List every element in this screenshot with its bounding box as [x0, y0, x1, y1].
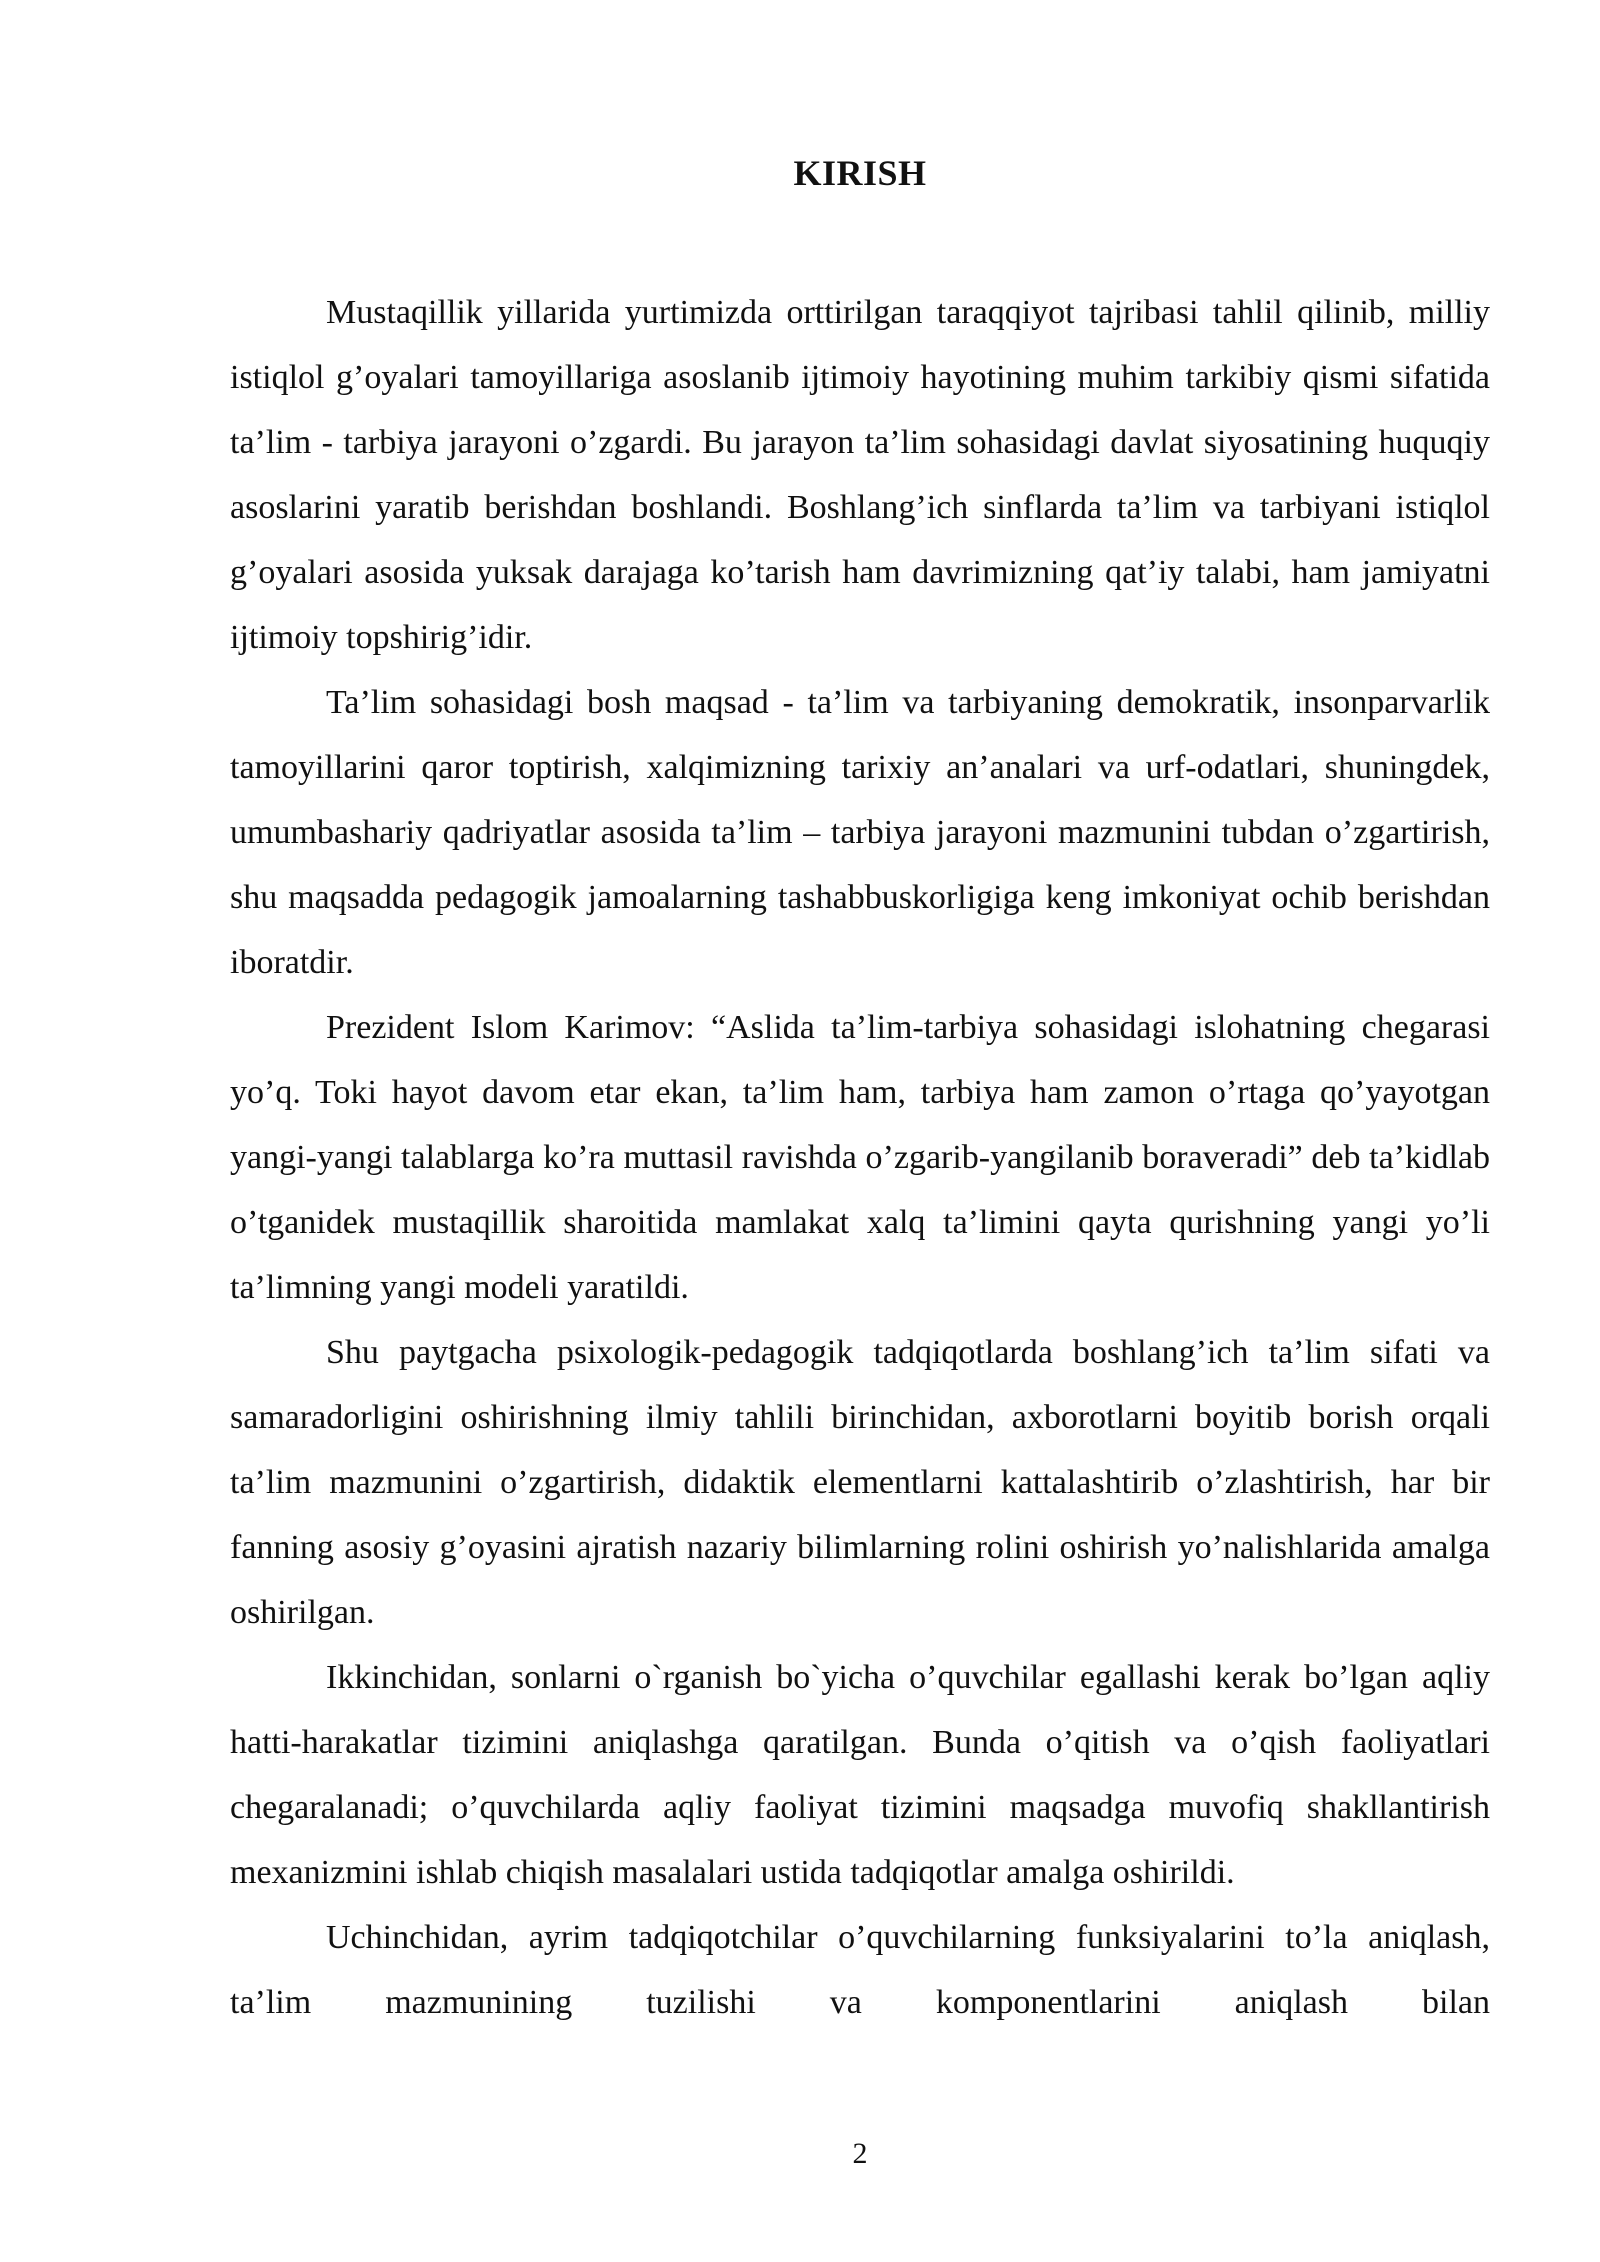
paragraph-5: Ikkinchidan, sonlarni o`rganish bo`yicha o’quvchilar egallashi kerak bo’lgan aqliy hatti-harakatlar tizimini aniqlashga qaratilgan. Bunda o’qitish va o’qish faoliyatlari chegaralanadi; o’quvchilarda aqliy faoliyat tizimini maqsadga muvofiq shakllantirish mexanizmini ishlab chiqish masalalari ustida tadqiqotlar amalga oshirildi.	[230, 1659, 1490, 1891]
paragraph-2: Ta’lim sohasidagi bosh maqsad - ta’lim va tarbiyaning demokratik, insonparvarlik tamoyillarini qaror toptirish, xalqimizning tarixiy an’analari va urf-odatlari, shuningdek, umumbashariy qadriyatlar asosida ta’lim – tarbiya jarayoni mazmunini tubdan o’zgartirish, shu maqsadda pedagogik jamoalarning tashabbuskorligiga keng imkoniyat ochib berishdan iboratdir.	[230, 684, 1490, 981]
page-number: 2	[852, 2137, 868, 2170]
page-title: KIRISH	[793, 153, 927, 193]
body-text	[230, 280, 1490, 2035]
paragraph-6: Uchinchidan, ayrim tadqiqotchilar o’quvchilarning funksiyalarini to’la aniqlash, ta’lim mazmunining tuzilishi va komponentlarini aniqlash bilan	[230, 1919, 1490, 2021]
paragraph-4: Shu paytgacha psixologik-pedagogik tadqiqotlarda boshlang’ich ta’lim sifati va samaradorligini oshirishning ilmiy tahlili birinchidan, axborotlarni boyitib borish orqali ta’lim mazmunini o’zgartirish, didaktik elementlarni kattalashtirib o’zlashtirish, har bir fanning asosiy g’oyasini ajratish nazariy bilimlarning rolini oshirish yo’nalishlarida amalga oshirilgan.	[230, 1334, 1490, 1631]
paragraph-1: Mustaqillik yillarida yurtimizda orttirilgan taraqqiyot tajribasi tahlil qilinib, milliy istiqlol g’oyalari tamoyillariga asoslanib ijtimoiy hayotining muhim tarkibiy qismi sifatida ta’lim - tarbiya jarayoni o’zgardi. Bu jarayon ta’lim sohasidagi davlat siyosatining huquqiy asoslarini yaratib berishdan boshlandi. Boshlang’ich sinflarda ta’lim va tarbiyani istiqlol g’oyalari asosida yuksak darajaga ko’tarish ham davrimizning qat’iy talabi, ham jamiyatni ijtimoiy topshirig’idir.	[230, 294, 1490, 656]
paragraph-3: Prezident Islom Karimov: “Aslida ta’lim-tarbiya sohasidagi islohatning chegarasi yo’q. Toki hayot davom etar ekan, ta’lim ham, tarbiya ham zamon o’rtaga qo’yayotgan yangi-yangi talablarga ko’ra muttasil ravishda o’zgarib-yangilanib boraveradi” deb ta’kidlab o’tganidek mustaqillik sharoitida mamlakat xalq ta’limini qayta qurishning yangi yo’li ta’limning yangi modeli yaratildi.	[230, 1009, 1490, 1306]
